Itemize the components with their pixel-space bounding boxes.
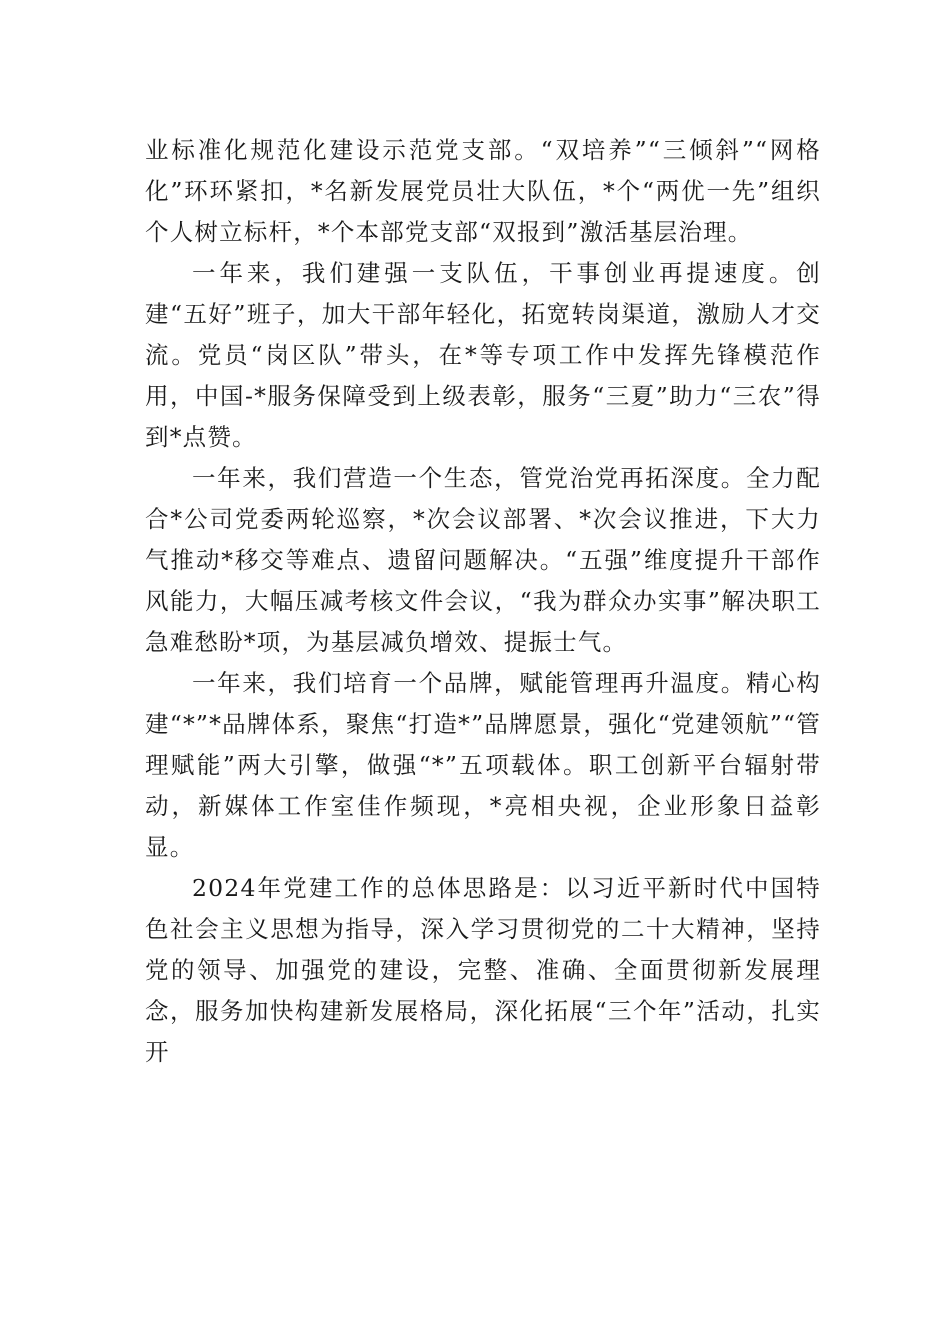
paragraph-team: 一年来，我们建强一支队伍，干事创业再提速度。创建“五好”班子，加大干部年轻化，拓宽转岗渠道，激励人才交流。党员“岗区队”带头，在*等专项工作中发挥先锋模范作用，中国-*服务保障受到上级表彰，服务“三夏”助力“三农”得到*点赞。	[145, 259, 821, 451]
paragraph-ecology: 一年来，我们营造一个生态，管党治党再拓深度。全力配合*公司党委两轮巡察，*次会议部署、*次会议推进，下大力气推动*移交等难点、遗留问题解决。“五强”维度提升干部作风能力，大幅压减考核文件会议，“我为群众办实事”解决职工急难愁盼*项，为基层减负增效、提振士气。	[145, 464, 821, 656]
paragraph-brand: 一年来，我们培育一个品牌，赋能管理再升温度。精心构建“*”*品牌体系，聚焦“打造*”品牌愿景，强化“党建领航”“管理赋能”两大引擎，做强“*”五项载体。职工创新平台辐射带动，新媒体工作室佳作频现，*亮相央视，企业形象日益彰显。	[145, 669, 821, 861]
paragraph-2024-plan: 2024年党建工作的总体思路是：以习近平新时代中国特色社会主义思想为指导，深入学习贯彻党的二十大精神，坚持党的领导、加强党的建设，完整、准确、全面贯彻新发展理念，服务加快构建新发展格局，深化拓展“三个年”活动，扎实开	[145, 874, 821, 1066]
paragraph-continued: 业标准化规范化建设示范党支部。“双培养”“三倾斜”“网格化”环环紧扣，*名新发展党员壮大队伍，*个“两优一先”组织个人树立标杆，*个本部党支部“双报到”激活基层治理。	[145, 136, 821, 246]
document-body	[145, 130, 821, 1073]
